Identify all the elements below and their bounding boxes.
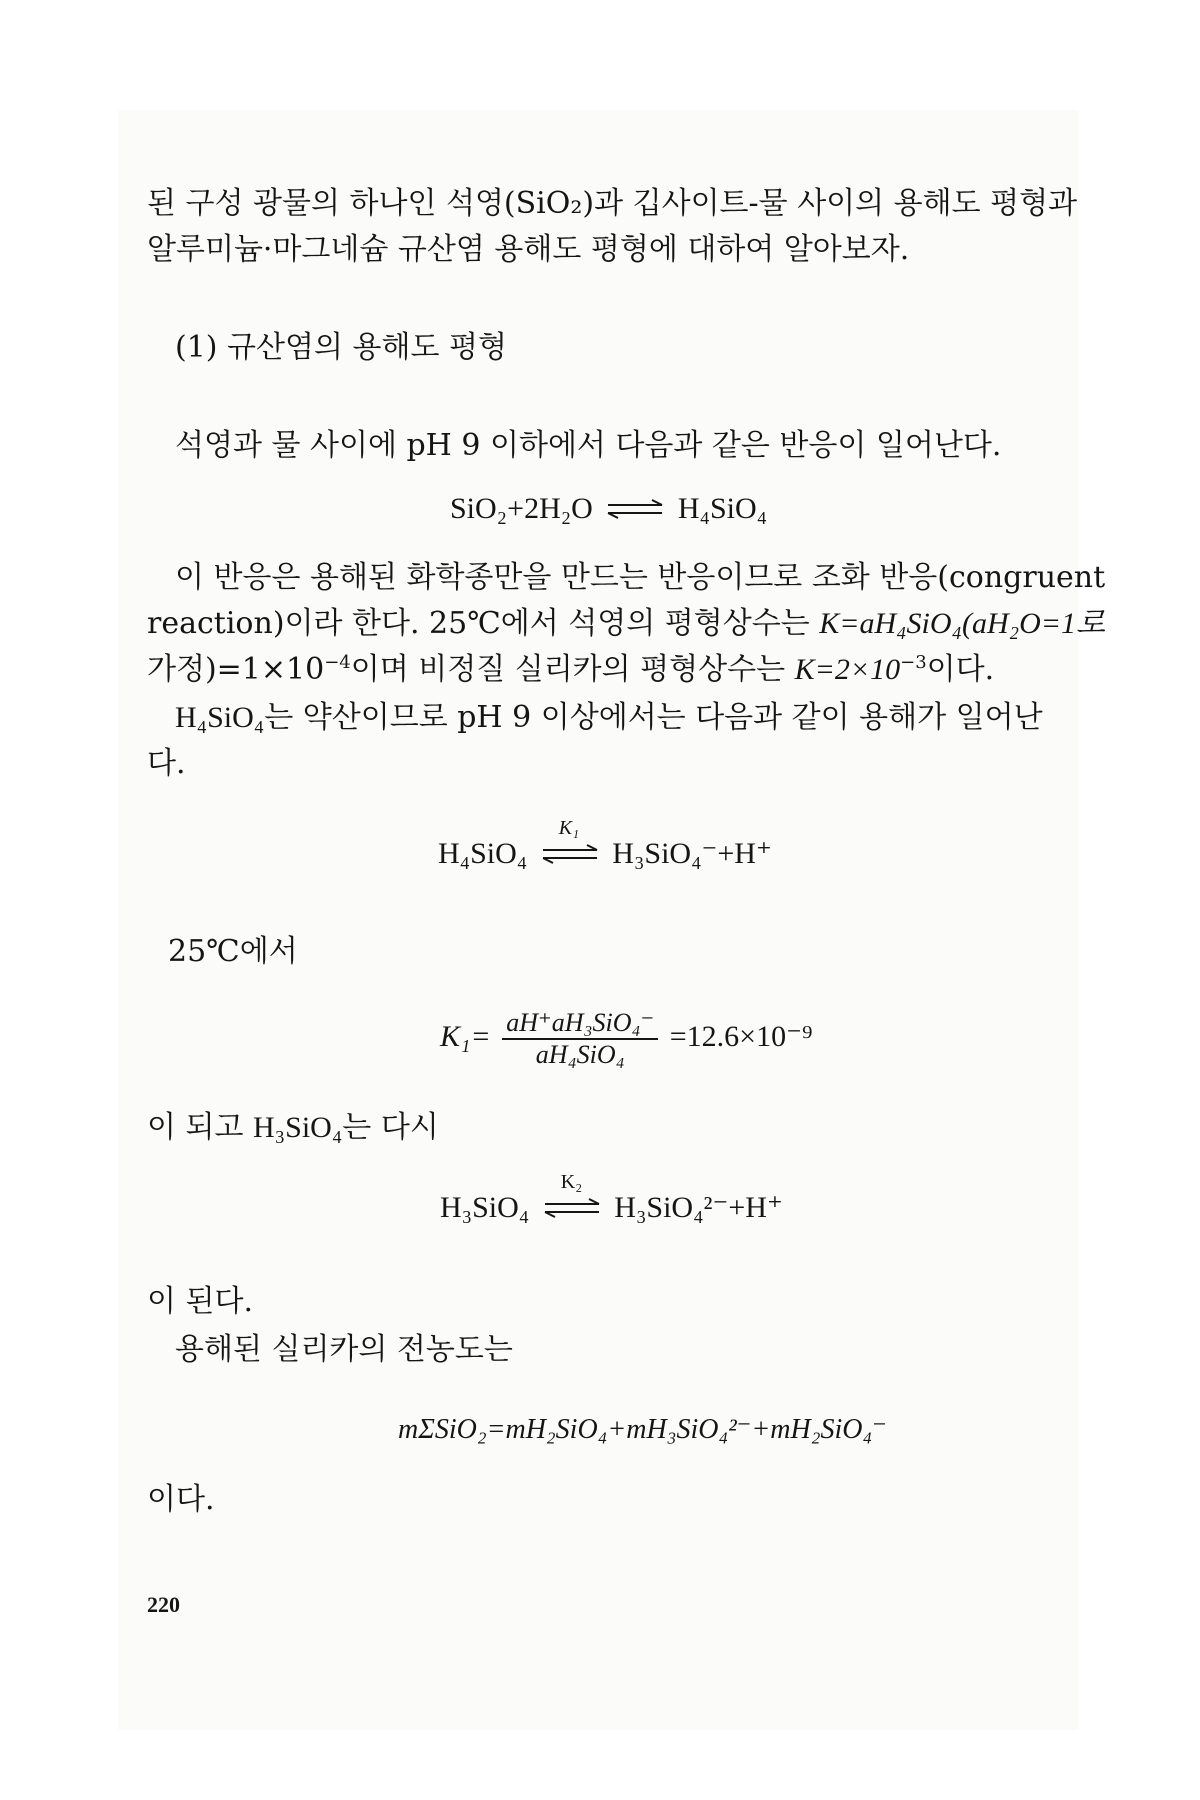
- eq4-right: H₃SiO₄²⁻+H⁺: [614, 1191, 783, 1224]
- text-span: 이며 비정질 실리카의 평형상수는: [350, 652, 786, 687]
- equilibrium-arrow-icon: [543, 1171, 601, 1225]
- eq2-left: H₄SiO₄: [438, 837, 528, 870]
- equation-k1: [440, 1008, 812, 1070]
- section-heading: (1) 규산염의 용해도 평형: [175, 330, 507, 365]
- paragraph-line: [147, 606, 1105, 642]
- eq3-rhs: =12.6×10⁻⁹: [669, 1019, 813, 1053]
- text-span: 가정)=1×10: [147, 652, 325, 687]
- page-number: 220: [147, 1592, 180, 1617]
- k1-label: K₁: [558, 817, 580, 840]
- eq1-right: H₄SiO₄: [677, 492, 768, 525]
- equation-second-dissociation: [440, 1171, 783, 1225]
- text-span: 는 다시: [342, 1110, 439, 1145]
- equation-first-dissociation: [438, 817, 772, 871]
- paragraph-line: [147, 652, 1067, 688]
- inline-equation: K=aH₄SiO₄(aH₂O=1로: [819, 607, 1105, 640]
- equation-total-silica: mΣSiO₂=mH₂SiO₄+mH₃SiO₄²⁻+mH₂SiO₄⁻: [398, 1414, 887, 1445]
- fraction-numerator: aH⁺aH₃SiO₄⁻: [502, 1008, 658, 1040]
- paragraph-line: [147, 1110, 1067, 1146]
- equation-dissolution: [450, 492, 767, 526]
- eq3-lhs: K₁=: [440, 1019, 491, 1053]
- eq1-left: SiO₂+2H₂O: [450, 492, 593, 525]
- paragraph-line: 된 구성 광물의 하나인 석영(SiO₂)과 깁사이트-물 사이의 용해도 평형과: [147, 186, 1078, 221]
- text-span: 는 약산이므로 pH 9 이상에서는 다음과 같이 용해가 일어난: [264, 700, 1043, 735]
- eq2-right: H₃SiO₄⁻+H⁺: [612, 837, 772, 870]
- paragraph-line: 용해된 실리카의 전농도는: [175, 1332, 513, 1367]
- exponent: −3: [900, 652, 927, 673]
- inline-formula: H₃SiO₄: [253, 1111, 343, 1144]
- exponent: −4: [324, 652, 351, 673]
- paragraph-line: 알루미늄·마그네슘 규산염 용해도 평형에 대하여 알아보자.: [147, 232, 910, 267]
- k2-label: K₂: [560, 1171, 583, 1194]
- paragraph-line: 25℃에서: [168, 934, 298, 969]
- equilibrium-arrow-icon: [541, 817, 599, 871]
- text-span: 이다.: [926, 652, 995, 687]
- paragraph-line: 이다.: [147, 1482, 215, 1517]
- paragraph-line: 이 된다.: [147, 1284, 254, 1319]
- fraction-denominator: aH₄SiO₄: [535, 1040, 625, 1069]
- fraction: [502, 1008, 658, 1070]
- inline-formula: H₄SiO₄: [175, 701, 265, 734]
- paragraph-line: 다.: [147, 746, 186, 781]
- text-span: 이 되고: [147, 1110, 254, 1145]
- eq4-left: H₃SiO₄: [440, 1191, 530, 1224]
- paragraph-line: 이 반응은 용해된 화학종만을 만드는 반응이므로 조화 반응(congruent: [175, 560, 1106, 595]
- paragraph-line: [175, 700, 1095, 736]
- text-span: reaction)이라 한다. 25℃에서 석영의 평형상수는: [147, 606, 810, 641]
- inline-equation: K=2×10: [794, 653, 901, 686]
- paragraph-line: 석영과 물 사이에 pH 9 이하에서 다음과 같은 반응이 일어난다.: [175, 428, 1002, 463]
- equilibrium-arrow-icon: [606, 496, 664, 526]
